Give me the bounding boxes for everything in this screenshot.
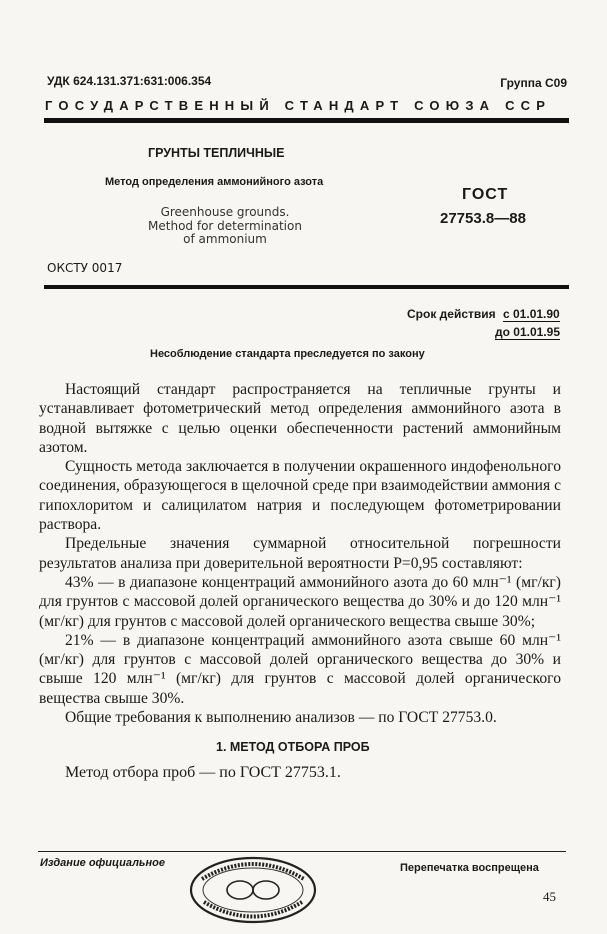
- udk-code: УДК 624.131.371:631:006.354: [47, 74, 212, 88]
- validity-from: с 01.01.90: [503, 307, 560, 321]
- paragraph: 43% — в диапазоне концентраций аммонийного азота до 60 млн⁻¹ (мг/кг) для грунтов с массовой долей органического вещества до 30% и до 120 млн⁻¹ (мг/кг) для грунтов с массовой долей органического вещества свыше 30%;: [39, 573, 561, 630]
- reprint-prohibited: Перепечатка воспрещена: [400, 862, 539, 874]
- state-standard-heading: ГОСУДАРСТВЕННЫЙ СТАНДАРТ СОЮЗА ССР: [45, 98, 552, 113]
- title-en-line: of ammonium: [183, 232, 267, 246]
- title-rule: [44, 285, 569, 289]
- section-heading: 1. МЕТОД ОТБОРА ПРОБ: [216, 740, 370, 754]
- header-rule: [44, 118, 569, 123]
- validity-label: Срок действия: [407, 307, 496, 321]
- legal-notice: Несоблюдение стандарта преследуется по закону: [150, 348, 425, 360]
- title-en-line: Method for determination: [148, 218, 302, 233]
- okstu-code: ОКСТУ 0017: [47, 261, 123, 275]
- stamp-seal-icon: [188, 855, 318, 925]
- title-en-line: Greenhouse grounds.: [160, 205, 290, 219]
- paragraph: 21% — в диапазоне концентраций аммонийного азота свыше 60 млн⁻¹ (мг/кг) для грунтов с массовой долей органического вещества до 30% и свыше 120 млн⁻¹ (мг/кг) для грунтов с массовой долей органического вещества свыше 30%.: [39, 631, 561, 707]
- paragraph: Сущность метода заключается в получении окрашенного индофенольного соединения, образующегося в щелочной среде при взаимодействии аммония с гипохлоритом и салицилатом натрия и последующем фотометрировании раствора.: [39, 458, 561, 534]
- section-text: Метод отбора проб — по ГОСТ 27753.1.: [65, 764, 341, 781]
- title-ru: ГРУНТЫ ТЕПЛИЧНЫЕ: [148, 146, 285, 160]
- title-en: [130, 206, 320, 247]
- paragraph: Предельные значения суммарной относительной погрешности результатов анализа при доверительной вероятности P=0,95 составляют:: [39, 535, 561, 572]
- group-code: Группа С09: [500, 76, 567, 90]
- footer-rule: [38, 851, 566, 852]
- page-number: 45: [543, 889, 556, 904]
- gost-number: 27753.8—88: [440, 210, 526, 227]
- paragraph: Настоящий стандарт распространяется на тепличные грунты и устанавливает фотометрический метод определения аммонийного азота в водной вытяжке с целью оценки обеспеченности растений аммонийным азотом.: [39, 381, 561, 456]
- paragraph: Общие требования к выполнению анализов — по ГОСТ 27753.0.: [65, 709, 497, 727]
- subtitle-ru: Метод определения аммонийного азота: [105, 176, 324, 188]
- body-text: [39, 380, 561, 727]
- gost-label: ГОСТ: [462, 186, 509, 203]
- edition-official: Издание официальное: [40, 857, 165, 869]
- validity-to: до 01.01.95: [495, 325, 560, 339]
